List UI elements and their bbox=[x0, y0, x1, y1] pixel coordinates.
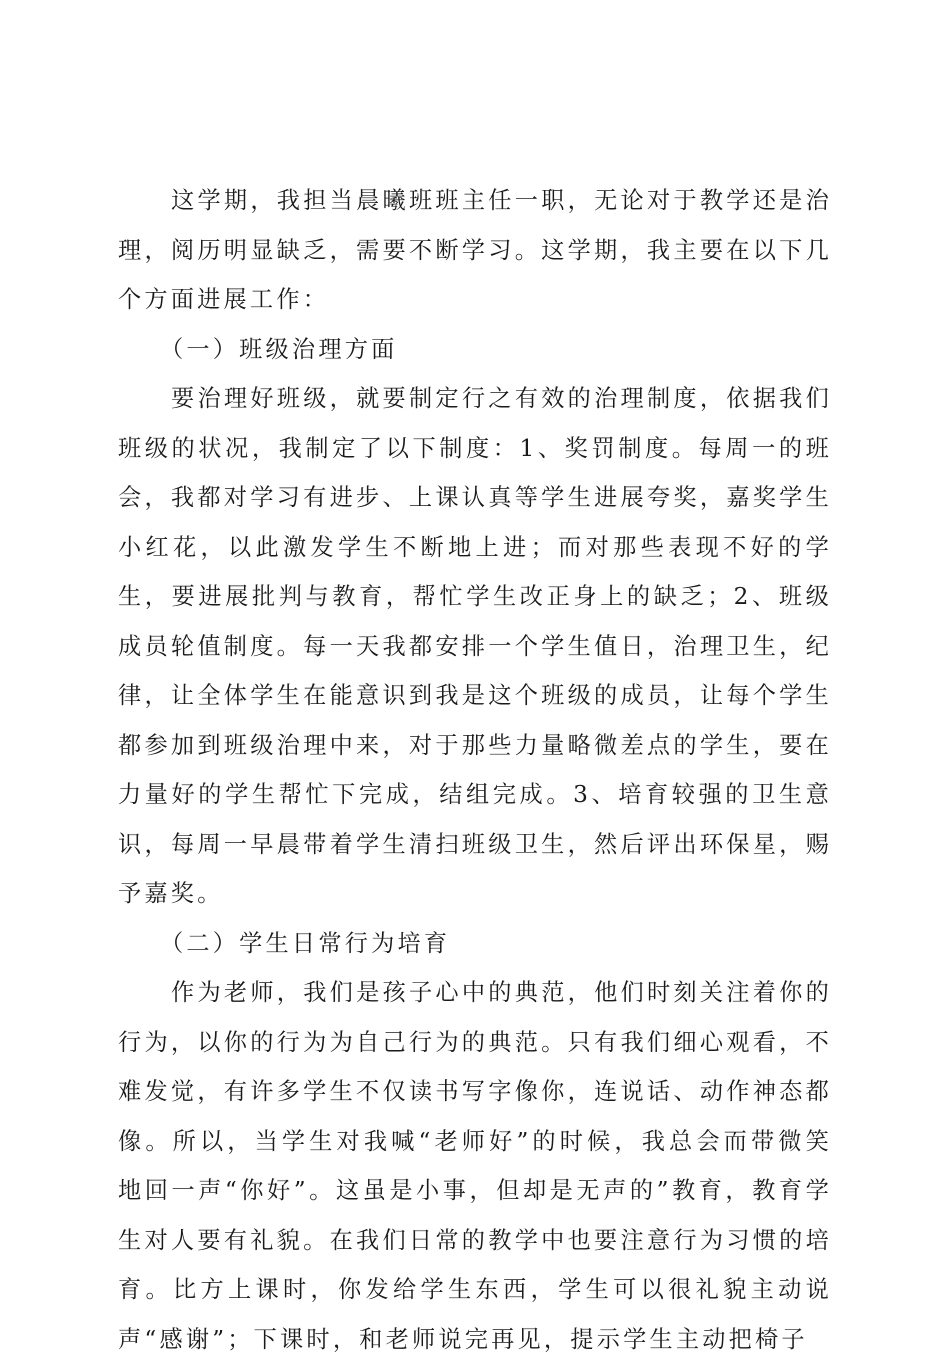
document-body bbox=[118, 176, 832, 1364]
paragraph-class-management: 要治理好班级，就要制定行之有效的治理制度，依据我们班级的状况，我制定了以下制度：1、奖罚制度。每周一的班会，我都对学习有进步、上课认真等学生进展夸奖，嘉奖学生小红花，以此激发学生不断地上进；而对那些表现不好的学生，要进展批判与教育，帮忙学生改正身上的缺乏；2、班级成员轮值制度。每一天我都安排一个学生值日，治理卫生，纪律，让全体学生在能意识到我是这个班级的成员，让每个学生都参加到班级治理中来，对于那些力量略微差点的学生，要在力量好的学生帮忙下完成，结组完成。3、培育较强的卫生意识，每周一早晨带着学生清扫班级卫生，然后评出环保星，赐予嘉奖。 bbox=[118, 385, 832, 907]
section-heading-class-management: （一）班级治理方面 bbox=[160, 335, 398, 363]
paragraph-intro: 这学期，我担当晨曦班班主任一职，无论对于教学还是治理，阅历明显缺乏，需要不断学习。这学期，我主要在以下几个方面进展工作： bbox=[118, 187, 832, 313]
paragraph-daily-behavior: 作为老师，我们是孩子心中的典范，他们时刻关注着你的行为，以你的行为为自己行为的典范。只有我们细心观看，不难发觉，有许多学生不仅读书写字像你，连说话、动作神态都像。所以，当学生对我喊“老师好”的时候，我总会而带微笑地回一声“你好”。这虽是小事，但却是无声的”教育，教育学生对人要有礼貌。在我们日常的教学中也要注意行为习惯的培育。比方上课时，你发给学生东西，学生可以很礼貌主动说声“感谢”；下课时，和老师说完再见，提示学生主动把椅子 bbox=[118, 979, 832, 1353]
section-heading-daily-behavior: （二）学生日常行为培育 bbox=[160, 929, 451, 957]
